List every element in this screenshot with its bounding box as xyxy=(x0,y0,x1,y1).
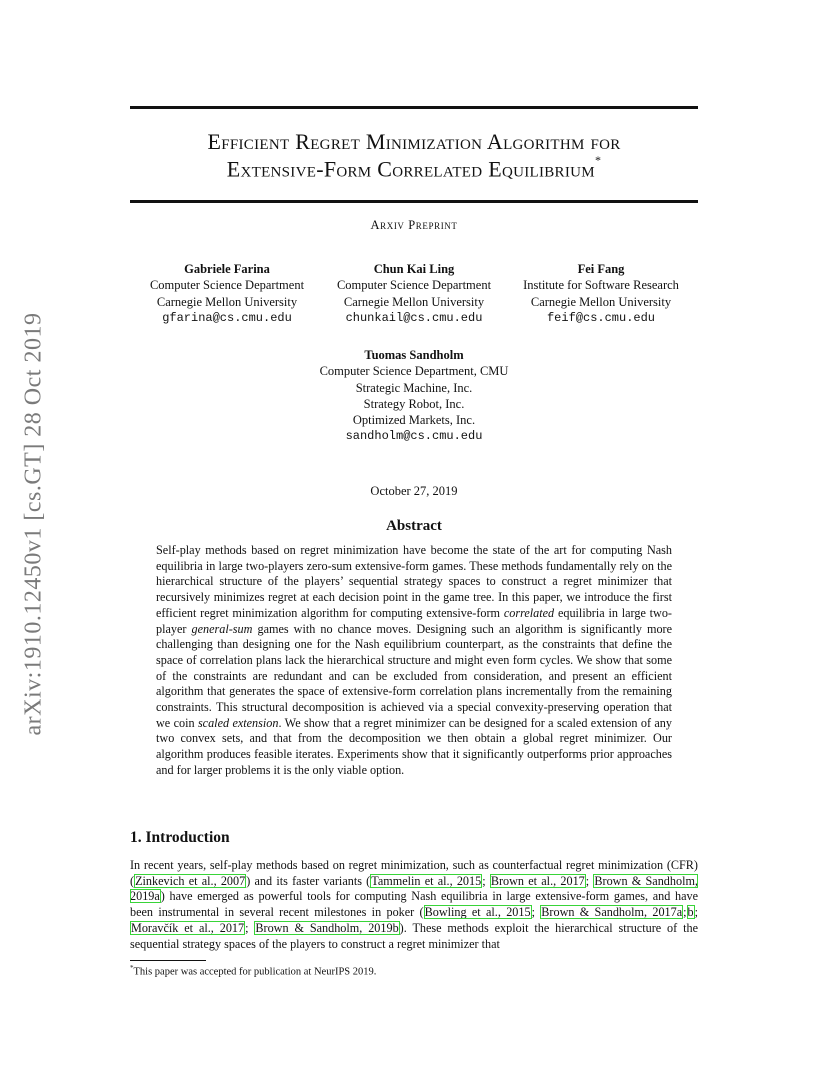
citation-link[interactable]: b xyxy=(687,905,694,920)
author-affiliation: Computer Science Department xyxy=(149,278,305,293)
author-name: Tuomas Sandholm xyxy=(364,348,464,362)
footnote-rule xyxy=(130,960,206,961)
author-affiliation: Strategy Robot, Inc. xyxy=(363,396,465,411)
author-name: Fei Fang xyxy=(577,262,625,276)
citation-link[interactable]: Brown et al., 2017 xyxy=(490,873,585,888)
abstract-emphasis: correlated xyxy=(503,605,555,620)
author-affiliation: Strategic Machine, Inc. xyxy=(355,380,473,395)
author-affiliation: Institute for Software Research xyxy=(523,278,679,293)
intro-text: ) have emerged as powerful tools for computing Nash equilibria in large extensive-form games, and have been instrumental in several recent milestones in poker ( xyxy=(130,889,698,920)
footnote-text: This paper was accepted for publication at NeurIPS 2019. xyxy=(133,966,377,978)
intro-text: ; xyxy=(683,905,687,920)
citation-link[interactable]: Moravčík et al., 2017 xyxy=(131,920,245,935)
author-affiliation: Optimized Markets, Inc. xyxy=(352,413,476,428)
author-affiliation: Carnegie Mellon University xyxy=(156,294,298,309)
paper-date: October 27, 2019 xyxy=(370,484,458,498)
footnote-marker: * xyxy=(130,964,134,972)
section-heading-introduction: 1. Introduction xyxy=(130,829,230,846)
author-block xyxy=(264,347,564,445)
abstract-text: . We show that a regret minimizer can be designed for a scaled extension of any two convex sets, and that from the decomposition we then obtain a global regret minimizer. Our algorithm produces feasible iterates. Experiments show that it significantly outperforms prior approaches and for larger problems it is the only viable option. xyxy=(156,715,672,777)
abstract-emphasis: general-sum xyxy=(191,621,253,636)
paper-title-line-1: Efficient Regret Minimization Algorithm for xyxy=(207,129,621,154)
abstract-text: equilibria in large two-player xyxy=(156,605,672,636)
author-affiliation: Carnegie Mellon University xyxy=(343,294,485,309)
introduction-body xyxy=(130,858,698,952)
author-email: gfarina@cs.cmu.edu xyxy=(162,310,292,325)
intro-text: ). These methods exploit the hierarchical structure of the sequential strategy spaces of the players to construct a regret minimizer that xyxy=(130,920,698,951)
citation-link[interactable]: Brown & Sandholm, 2017a xyxy=(541,905,683,920)
author-affiliation: Carnegie Mellon University xyxy=(530,294,672,309)
intro-text: ; xyxy=(531,905,541,920)
citation-link[interactable]: Brown & Sandholm, 2019a xyxy=(130,873,698,904)
paper-title-line-2 xyxy=(130,153,698,182)
author-email: chunkail@cs.cmu.edu xyxy=(345,310,483,325)
abstract-heading: Abstract xyxy=(386,518,442,534)
intro-text: ; xyxy=(694,905,699,920)
intro-text: ; xyxy=(585,873,594,888)
title-rule-bottom xyxy=(130,200,698,203)
author-email: sandholm@cs.cmu.edu xyxy=(345,429,483,444)
title-rule-top xyxy=(130,106,698,109)
author-block xyxy=(510,261,692,326)
author-email: feif@cs.cmu.edu xyxy=(546,310,656,325)
title-footnote-marker: * xyxy=(594,153,602,167)
citation-link[interactable]: Zinkevich et al., 2007 xyxy=(135,873,246,888)
preprint-label: Arxiv Preprint xyxy=(370,218,458,232)
intro-text: In recent years, self-play methods based on regret minimization, such as counterfactual regret minimization (CFR) ( xyxy=(130,858,698,888)
intro-text: ; xyxy=(482,873,490,888)
abstract-text: games with no chance moves. Designing such an algorithm is significantly more challenging than designing one for the Nash equilibrium counterpart, as the constraints that define the space of correlation plans lack the hierarchical structure and might even form cycles. We show that some of the constraints are redundant and can be excluded from consideration, and present an efficient algorithm that generates the space of extensive-form correlation plans incrementally from the remaining constraints. This structural decomposition is achieved via a special convexity-preserving operation that we coin xyxy=(156,621,673,730)
author-affiliation: Computer Science Department xyxy=(336,278,492,293)
abstract-text: Self-play methods based on regret minimization have become the state of the art for computing Nash equilibria in large two-players zero-sum extensive-form games. These methods fundamentally rely on the hierarchical structure of the players’ sequential strategy spaces to construct a regret minimizer that recursively minimizes regret at each decision point in the game tree. In this paper, we introduce the first efficient regret minimization algorithm for computing extensive-form xyxy=(156,543,672,620)
citation-link[interactable]: Tammelin et al., 2015 xyxy=(371,873,482,888)
author-block xyxy=(136,261,318,326)
intro-text: ; xyxy=(245,920,255,935)
footnote xyxy=(130,964,376,978)
citation-link[interactable]: Bowling et al., 2015 xyxy=(424,905,531,920)
arxiv-side-stamp: arXiv:1910.12450v1 [cs.GT] 28 Oct 2019 xyxy=(20,312,47,736)
author-block xyxy=(323,261,505,326)
author-name: Chun Kai Ling xyxy=(373,262,455,276)
abstract-body xyxy=(156,543,672,779)
author-name: Gabriele Farina xyxy=(184,262,270,276)
citation-link[interactable]: Brown & Sandholm, 2019b xyxy=(255,920,399,935)
abstract-emphasis: scaled extension xyxy=(197,715,279,730)
intro-text: ) and its faster variants ( xyxy=(246,873,371,888)
paper-title-line-2-text: Extensive-Form Correlated Equilibrium xyxy=(226,156,595,182)
author-affiliation: Computer Science Department, CMU xyxy=(319,364,509,379)
